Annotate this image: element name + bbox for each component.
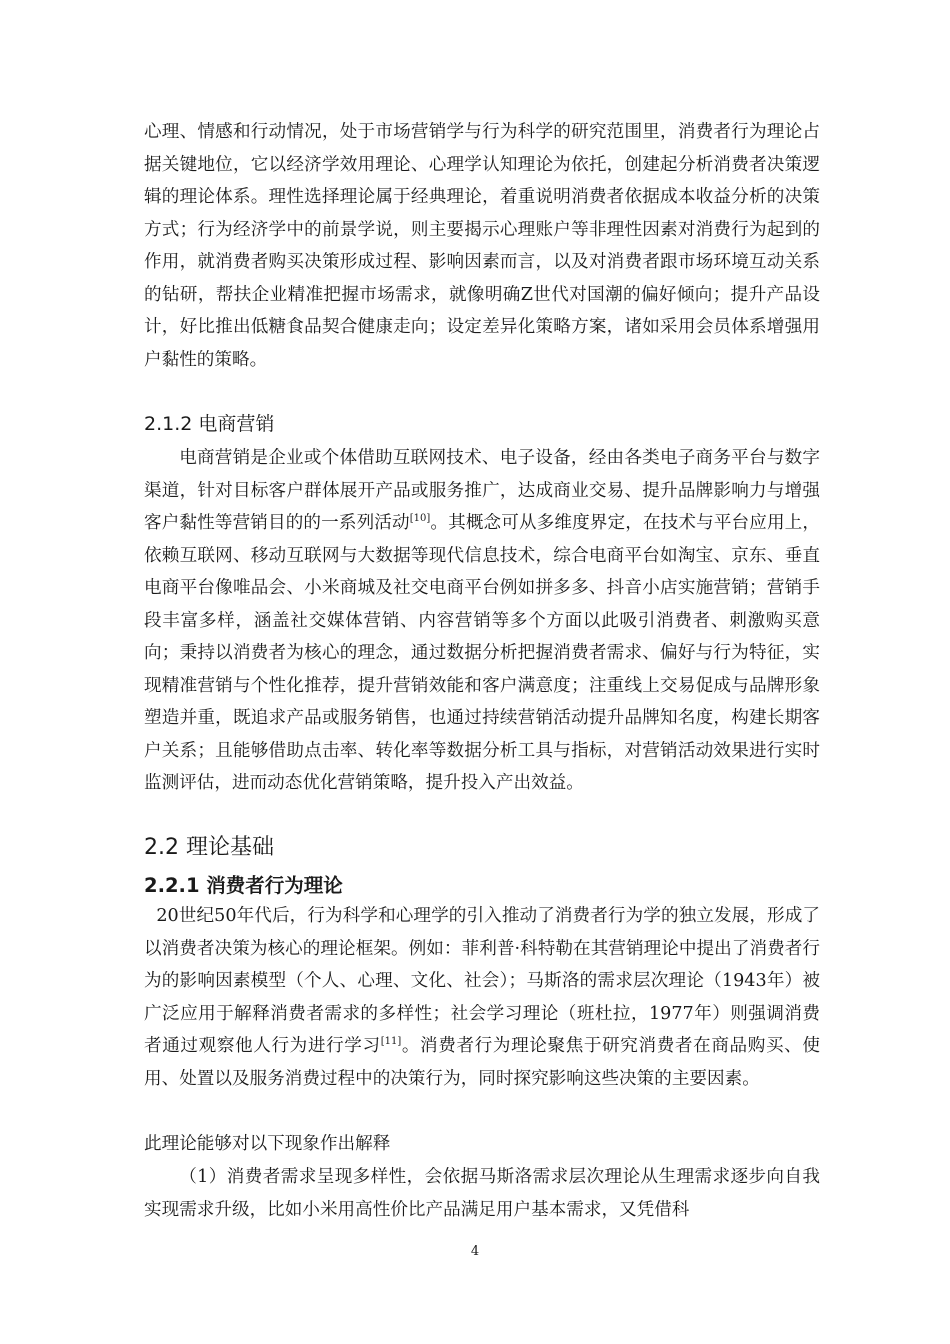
body-paragraph-consumer-theory xyxy=(144,900,820,1095)
citation-11: [11] xyxy=(380,1036,402,1048)
consumer-theory-text-part2: 。消费者行为理论聚焦于研究消费者在商品购买、使用、处置以及服务消费过程中的决策行为，同时探究影响这些决策的主要因素。 xyxy=(144,1036,820,1089)
body-paragraph-ecommerce xyxy=(144,442,820,800)
citation-10: [10] xyxy=(409,513,431,525)
page-number: 4 xyxy=(470,1244,480,1259)
section-heading-2-1-2: 2.1.2 电商营销 xyxy=(144,413,275,435)
body-paragraph-explanation-intro: 此理论能够对以下现象作出解释 xyxy=(144,1134,391,1154)
ecommerce-text-part2: 。其概念可从多维度界定，在技术与平台应用上，依赖互联网、移动互联网与大数据等现代信息技术，综合电商平台如淘宝、京东、垂直电商平台像唯品会、小米商城及社交电商平台例如拼多多、抖音小店实施营销；营销手段丰富多样，涵盖社交媒体营销、内容营销等多个方面以此吸引消费者、刺激购买意向；秉持以消费者为核心的理念，通过数据分析把握消费者需求、偏好与行为特征，实现精准营销与个性化推荐，提升营销效能和客户满意度；注重线上交易促成与品牌形象塑造并重，既追求产品或服务销售，也通过持续营销活动提升品牌知名度，构建长期客户关系；且能够借助点击率、转化率等数据分析工具与指标，对营销活动效果进行实时监测评估，进而动态优化营销策略，提升投入产出效益。 xyxy=(144,513,820,793)
body-paragraph-intro: 心理、情感和行动情况，处于市场营销学与行为科学的研究范围里，消费者行为理论占据关键地位，它以经济学效用理论、心理学认知理论为依托，创建起分析消费者决策逻辑的理论体系。理性选择理论属于经典理论，着重说明消费者依据成本收益分析的决策方式；行为经济学中的前景学说，则主要揭示心理账户等非理性因素对消费行为起到的作用，就消费者购买决策形成过程、影响因素而言，以及对消费者跟市场环境互动关系的钻研，帮扶企业精准把握市场需求，就像明确Z世代对国潮的偏好倾向；提升产品设计，好比推出低糖食品契合健康走向；设定差异化策略方案，诸如采用会员体系增强用户黏性的策略。 xyxy=(144,122,820,370)
consumer-theory-text-part1: 20世纪50年代后，行为科学和心理学的引入推动了消费者行为学的独立发展，形成了以消费者决策为核心的理论框架。例如：菲利普·科特勒在其营销理论中提出了消费者行为的影响因素模型（个人、心理、文化、社会）；马斯洛的需求层次理论（1943年）被广泛应用于解释消费者需求的多样性；社会学习理论（班杜拉，1977年）则强调消费者通过观察他人行为进行学习 xyxy=(144,906,820,1056)
ecommerce-text-part1: 电商营销是企业或个体借助互联网技术、电子设备，经由各类电子商务平台与数字渠道，针对目标客户群体展开产品或服务推广，达成商业交易、提升品牌影响力与增强客户黏性等营销目的的一系列活动 xyxy=(144,448,820,533)
list-item-1: （1）消费者需求呈现多样性，会依据马斯洛需求层次理论从生理需求逐步向自我实现需求升级，比如小米用高性价比产品满足用户基本需求，又凭借科 xyxy=(144,1167,820,1220)
section-heading-2-2-1: 2.2.1 消费者行为理论 xyxy=(144,874,343,897)
section-heading-2-2: 2.2 理论基础 xyxy=(144,835,274,860)
